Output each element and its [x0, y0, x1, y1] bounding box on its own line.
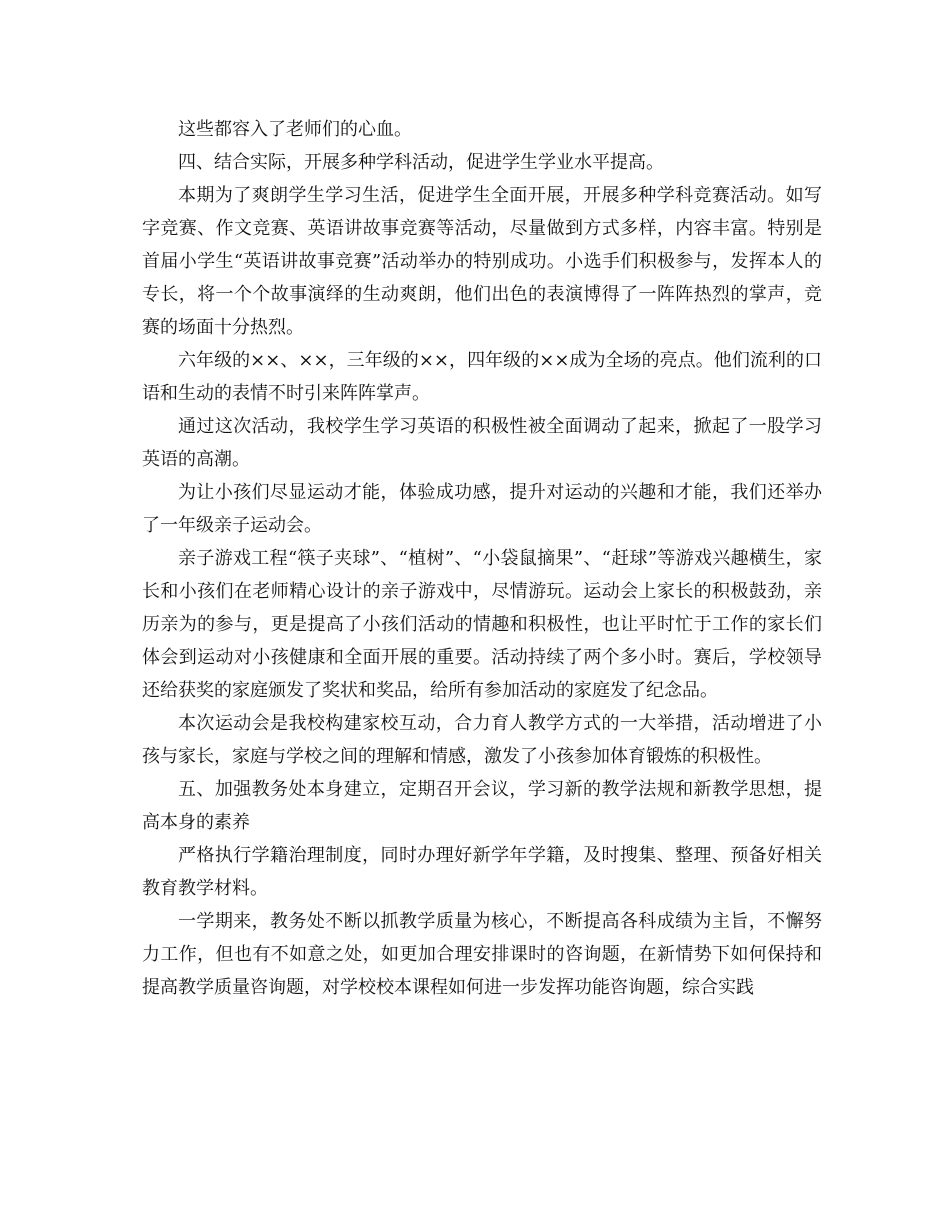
paragraph: 一学期来，教务处不断以抓教学质量为核心，不断提高各科成绩为主旨，不懈努力工作，但也有不如意之处，如更加合理安排课时的咨询题，在新情势下如何保持和提高教学质量咨询题，对学校校本课程如何进一步发挥功能咨询题，综合实践: [142, 911, 822, 998]
section-heading: 四、结合实际，开展多种学科活动，促进学生学业水平提高。: [178, 152, 664, 173]
document-body: [142, 113, 822, 1004]
paragraph: 通过这次活动，我校学生学习英语的积极性被全面调动了起来，掀起了一股学习英语的高潮。: [142, 416, 822, 470]
paragraph: 这些都容入了老师们的心血。: [178, 119, 412, 140]
paragraph: 六年级的××、××，三年级的××，四年级的××成为全场的亮点。他们流利的口语和生动的表情不时引来阵阵掌声。: [142, 350, 822, 404]
paragraph: 本次运动会是我校构建家校互动，合力育人教学方式的一大举措，活动增进了小孩与家长，家庭与学校之间的理解和情感，激发了小孩参加体育锻炼的积极性。: [142, 713, 822, 767]
paragraph: 为让小孩们尽显运动才能，体验成功感，提升对运动的兴趣和才能，我们还举办了一年级亲子运动会。: [142, 482, 822, 536]
section-heading: 五、加强教务处本身建立，定期召开会议，学习新的教学法规和新教学思想，提高本身的素养: [142, 779, 822, 833]
paragraph: 本期为了爽朗学生学习生活，促进学生全面开展，开展多种学科竞赛活动。如写字竞赛、作文竞赛、英语讲故事竞赛等活动，尽量做到方式多样，内容丰富。特别是首届小学生“英语讲故事竞赛”活动举办的特别成功。小选手们积极参与，发挥本人的专长，将一个个故事演绎的生动爽朗，他们出色的表演博得了一阵阵热烈的掌声，竞赛的场面十分热烈。: [142, 185, 822, 338]
paragraph: 严格执行学籍治理制度，同时办理好新学年学籍，及时搜集、整理、预备好相关教育教学材料。: [142, 845, 822, 899]
paragraph: 亲子游戏工程“筷子夹球”、“植树”、“小袋鼠摘果”、“赶球”等游戏兴趣横生，家长和小孩们在老师精心设计的亲子游戏中，尽情游玩。运动会上家长的积极鼓劲，亲历亲为的参与，更是提高了小孩们活动的情趣和积极性，也让平时忙于工作的家长们体会到运动对小孩健康和全面开展的重要。活动持续了两个多小时。赛后，学校领导还给获奖的家庭颁发了奖状和奖品，给所有参加活动的家庭发了纪念品。: [142, 548, 822, 701]
